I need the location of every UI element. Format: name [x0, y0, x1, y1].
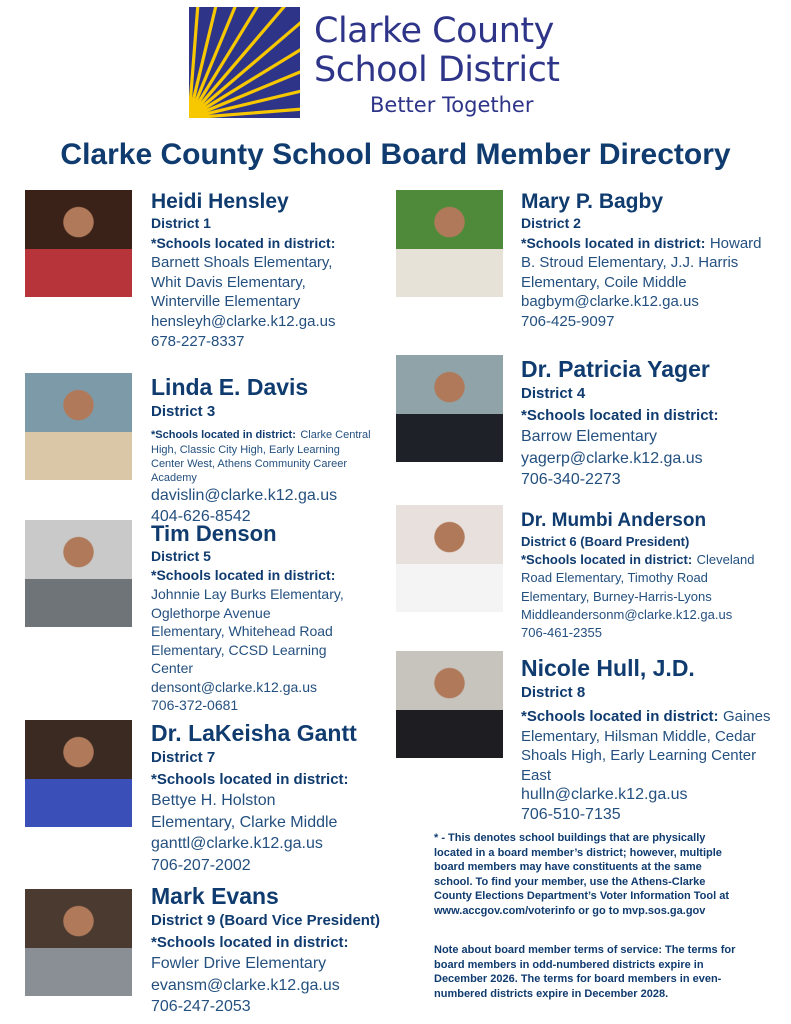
- school-list-text: Elementary, Whitehead Road: [151, 623, 333, 639]
- member-phone: 706-461-2355: [521, 625, 602, 641]
- school-list-text: Road Elementary, Timothy Road: [521, 570, 708, 586]
- member-phone: 404-626-8542: [151, 508, 251, 525]
- school-list-text: B. Stroud Elementary, J.J. Harris: [521, 254, 739, 272]
- member-photo: [25, 889, 132, 996]
- member-name: Nicole Hull, J.D.: [521, 655, 695, 681]
- member-name: Dr. Patricia Yager: [521, 356, 710, 382]
- terms-note-line: December 2026. The terms for board members in even-: [434, 973, 722, 986]
- footnote-line: school. To find your member, use the Athens-Clarke: [434, 875, 706, 888]
- schools-line: [521, 707, 771, 727]
- school-list-text: Center: [151, 660, 194, 676]
- member-phone: 706-510-7135: [521, 806, 621, 824]
- member-card: [151, 190, 336, 351]
- schools-label: *Schools located in district:: [521, 407, 719, 424]
- logo: [314, 12, 560, 118]
- schools-line: [521, 234, 762, 254]
- member-district: District 5: [151, 548, 211, 564]
- school-list-text: Barnett Shoals Elementary,: [151, 254, 333, 272]
- schools-line: [151, 425, 371, 443]
- schools-label: *Schools located in district:: [151, 771, 349, 788]
- member-phone: 706-247-2053: [151, 998, 251, 1016]
- schools-label: *Schools located in district:: [521, 708, 719, 725]
- member-name: Dr. LaKeisha Gantt: [151, 720, 357, 746]
- schools-line: [521, 405, 719, 426]
- school-list-text: Elementary, CCSD Learning: [151, 641, 327, 658]
- member-name: Tim Denson: [151, 521, 277, 546]
- terms-note-line: Note about board member terms of service: The terms for: [434, 944, 736, 956]
- member-photo: [25, 720, 132, 827]
- logo-line-1: Clarke County: [314, 11, 554, 51]
- member-email[interactable]: ganttl@clarke.k12.ga.us: [151, 835, 323, 853]
- logo-sunburst-icon: [189, 7, 300, 118]
- member-card: [151, 720, 357, 876]
- school-list-text: Johnnie Lay Burks Elementary,: [151, 586, 344, 602]
- member-phone: 706-207-2002: [151, 856, 251, 874]
- member-photo: [396, 651, 503, 758]
- school-list-text: Academy: [151, 472, 197, 484]
- member-photo: [25, 190, 132, 297]
- school-list-text: High, Classic City High, Early Learning: [151, 444, 340, 456]
- school-list-text: Fowler Drive Elementary: [151, 955, 327, 972]
- footnote: [434, 831, 784, 919]
- schools-label: *Schools located in district:: [151, 567, 336, 583]
- terms-note-line: board members in odd-numbered districts expire in: [434, 958, 704, 971]
- school-list-text: East: [521, 766, 552, 784]
- school-list-text: Elementary, Hilsman Middle, Cedar: [521, 727, 756, 745]
- member-card: [151, 883, 380, 1018]
- logo-line-2: School District: [314, 50, 560, 90]
- school-list-text: Clarke Central: [300, 429, 371, 441]
- member-phone: 706-372-0681: [151, 697, 239, 713]
- member-district: District 8: [521, 684, 586, 701]
- schools-label: *Schools located in district:: [151, 234, 336, 251]
- member-photo: [25, 520, 132, 627]
- footnote-line: * - This denotes school buildings that are physically: [434, 832, 706, 844]
- member-photo: [396, 190, 503, 297]
- terms-note-line: numbered districts expire in December 2028.: [434, 987, 669, 1000]
- member-card: [521, 190, 762, 332]
- member-email[interactable]: hensleyh@clarke.k12.ga.us: [151, 312, 336, 330]
- member-email[interactable]: bagbym@clarke.k12.ga.us: [521, 293, 699, 311]
- schools-line: [151, 932, 380, 953]
- terms-note: [434, 943, 784, 1001]
- footnote-line: County Elections Department’s Voter Information Tool at: [434, 890, 729, 903]
- member-district: District 1: [151, 215, 211, 231]
- schools-line: [151, 234, 336, 254]
- member-card: [521, 655, 771, 825]
- schools-label: *Schools located in district:: [151, 934, 349, 951]
- member-name: Mary P. Bagby: [521, 190, 664, 213]
- member-email[interactable]: Middleandersonm@clarke.k12.ga.us: [521, 606, 733, 622]
- school-list-text: Whit Davis Elementary,: [151, 273, 306, 291]
- school-list-text: Center West, Athens Community Career: [151, 458, 348, 470]
- footnote-line: www.accgov.com/voterinfo or go to mvp.sos.ga.gov: [434, 904, 706, 917]
- member-district: District 6 (Board President): [521, 534, 690, 549]
- schools-line: [521, 551, 754, 569]
- member-district: District 3: [151, 403, 216, 420]
- school-list-text: Barrow Elementary: [521, 428, 658, 445]
- member-name: Heidi Hensley: [151, 190, 289, 213]
- member-name: Linda E. Davis: [151, 374, 309, 400]
- member-name: Dr. Mumbi Anderson: [521, 510, 707, 531]
- school-list-text: Winterville Elementary: [151, 293, 301, 311]
- member-card: [521, 509, 754, 642]
- schools-label: *Schools located in district:: [521, 552, 693, 568]
- schools-label: *Schools located in district:: [521, 234, 706, 251]
- member-card: [151, 521, 344, 715]
- member-card: [521, 356, 719, 491]
- school-list-text: Shoals High, Early Learning Center: [521, 747, 757, 765]
- member-card: [151, 373, 371, 527]
- member-photo: [396, 355, 503, 462]
- member-phone: 706-425-9097: [521, 312, 615, 330]
- member-email[interactable]: yagerp@clarke.k12.ga.us: [521, 449, 703, 467]
- member-phone: 678-227-8337: [151, 332, 245, 350]
- member-email[interactable]: davislin@clarke.k12.ga.us: [151, 487, 338, 504]
- schools-line: [151, 566, 344, 585]
- school-list-text: Elementary, Coile Middle: [521, 273, 687, 291]
- school-list-text: Bettye H. Holston: [151, 792, 276, 809]
- school-list-text: Cleveland: [696, 552, 755, 568]
- school-list-text: Howard: [709, 234, 762, 252]
- member-phone: 706-340-2273: [521, 471, 621, 489]
- school-list-text: Oglethorpe Avenue: [151, 604, 271, 621]
- schools-line: [151, 769, 357, 790]
- school-list-text: Elementary, Clarke Middle: [151, 813, 338, 831]
- member-photo: [396, 505, 503, 612]
- member-district: District 9 (Board Vice President): [151, 912, 380, 929]
- member-email[interactable]: hulln@clarke.k12.ga.us: [521, 786, 688, 804]
- school-list-text: Elementary, Burney-Harris-Lyons: [521, 588, 712, 604]
- page-title: Clarke County School Board Member Directory: [60, 138, 731, 171]
- footnote-line: board members may have constituents at the same: [434, 861, 702, 874]
- member-district: District 7: [151, 749, 216, 766]
- member-district: District 2: [521, 215, 581, 231]
- member-name: Mark Evans: [151, 883, 279, 909]
- footnote-line: located in a board member’s district; however, multiple: [434, 846, 722, 859]
- member-email[interactable]: densont@clarke.k12.ga.us: [151, 678, 317, 695]
- member-email[interactable]: evansm@clarke.k12.ga.us: [151, 976, 340, 994]
- school-list-text: Gaines: [723, 708, 771, 725]
- member-photo: [25, 373, 132, 480]
- logo-tagline: Better Together: [370, 93, 534, 117]
- member-district: District 4: [521, 385, 586, 402]
- schools-label: *Schools located in district:: [151, 429, 296, 441]
